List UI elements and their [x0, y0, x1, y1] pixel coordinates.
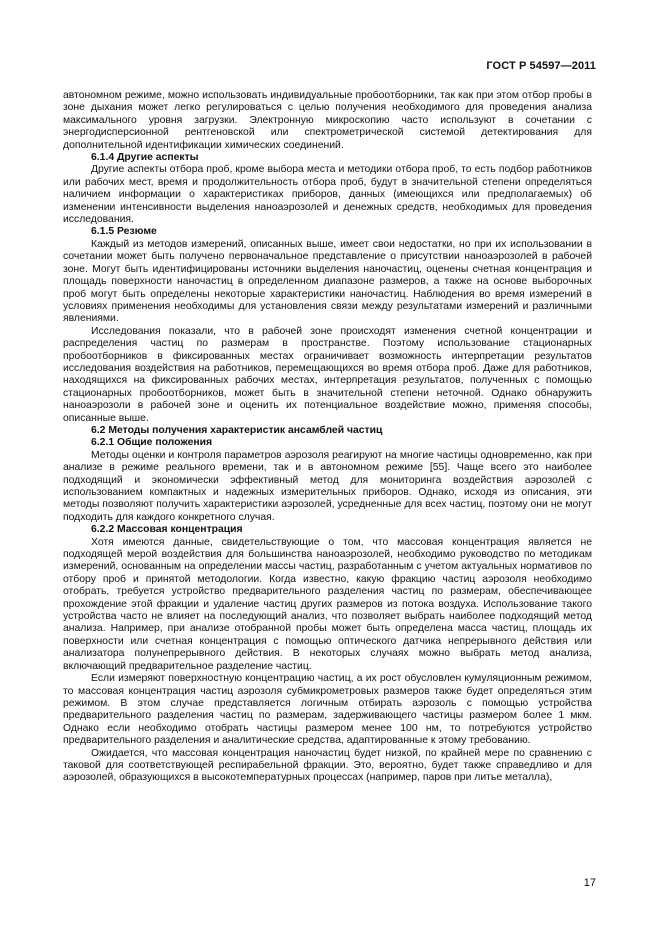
paragraph-summary-2: Исследования показали, что в рабочей зоне происходят изменения счетной концентрации и распределения частиц по размерам в пространстве. Поэтому использование стационарных пробоотборников в фиксированных местах ограничивает возможность интерпретации результатов исследования воздействия на работников, перемещающихся во время отбора проб. Даже для работников, находящихся на фиксированных рабочих местах, интерпретация результатов, полученных с помощью стационарных пробоотборников, может быть в значительной степени неточной. Однако обнаружить наноаэрозоли в рабочей зоне и оценить их потенциальное воздействие можно, применяя способы, описанные выше.	[63, 325, 592, 424]
paragraph-mass-concentration-3: Ожидается, что массовая концентрация наночастиц будет низкой, по крайней мере по сравнению с таковой для соответствующей респирабельной фракции. Это, вероятно, будет также справедливо и для аэрозолей, образующихся в высокотемпературных процессах (например, паров при литье металла),	[63, 747, 592, 784]
document-body	[63, 90, 592, 785]
paragraph-general: Методы оценки и контроля параметров аэрозоля реагируют на многие частицы одновременно, как при анализе в режиме реального времени, так и в автономном режиме [55]. Чаще всего это наиболее подходящий и экономически эффективный метод для мониторинга воздействия аэрозолей с использованием компактных и надежных измерительных приборов. Однако, исходя из описания, эти методы позволяют получить характеристики аэрозолей, усредненные для всех частиц, поэтому они не могут подходить для каждого конкретного случая.	[63, 449, 592, 523]
section-heading-6-2-1: 6.2.1 Общие положения	[91, 437, 213, 449]
paragraph-summary-1: Каждый из методов измерений, описанных выше, имеет свои недостатки, но при их использовании в сочетании может быть получено первоначальное представление о присутствии наноаэрозолей в рабочей зоне. Могут быть идентифицированы источники выделения наночастиц, оценены счетная концентрация и площадь поверхности наночастиц в определенном диапазоне размеров, а также на основе выборочных проб могут быть определены некоторые характеристики наночастиц. Наблюдения во время измерений в условиях применения необходимы для установления связи между результатами измерений и различными явлениями.	[63, 238, 592, 325]
paragraph-other-aspects: Другие аспекты отбора проб, кроме выбора места и методики отбора проб, то есть подбор работников или рабочих мест, время и продолжительность отбора проб, будут в значительной степени определяться наличием информации о характеристиках приборов, данных (имеющихся или предполагаемых) об изменении интенсивности выделения наноаэрозолей и денежных средств, необходимых для проведения исследования.	[63, 164, 592, 226]
paragraph-continuation: автономном режиме, можно использовать индивидуальные пробоотборники, так как при этом отбор пробы в зоне дыхания может легко регулироваться с целью получения необходимого для проведения анализа максимального уровня загрузки. Электронную микроскопию часто используют в сочетании с энергодисперсионной рентгеновской или спектрометрической системой детектирования для дополнительной идентификации химических соединений.	[63, 90, 592, 151]
section-heading-6-2-2: 6.2.2 Массовая концентрация	[91, 524, 243, 536]
section-heading-6-2: 6.2 Методы получения характеристик ансамблей частиц	[91, 424, 383, 436]
section-heading-6-1-4: 6.1.4 Другие аспекты	[91, 152, 199, 164]
document-id-header: ГОСТ Р 54597—2011	[486, 60, 596, 72]
section-heading-6-1-5: 6.1.5 Резюме	[91, 226, 157, 238]
paragraph-mass-concentration-1: Хотя имеются данные, свидетельствующие о том, что массовая концентрация является не подходящей мерой воздействия для большинства наноаэрозолей, необходимо руководство по методикам измерений, основанным на определении массы частиц, разработанным с учетом актуальных нормативов по отбору проб и принятой методологии. Когда известно, какую фракцию частиц аэрозоля необходимо отобрать, требуется устройство предварительного разделения частиц по размерам, обеспечивающее прохождение этой фракции и удаление частиц других размеров из потока воздуха. Использование такого устройства часто не влияет на последующий анализ, что позволяет выбрать наиболее подходящий метод анализа. Например, при анализе отобранной пробы может быть определена масса частиц, площадь их поверхности или счетная концентрация с помощью оптического датчика непрерывного действия или анализатора полунепрерывного действия. В некоторых случаях можно выбрать метод анализа, включающий предварительное разделение частиц.	[63, 536, 592, 672]
page-number: 17	[583, 877, 596, 889]
paragraph-mass-concentration-2: Если измеряют поверхностную концентрацию частиц, а их рост обусловлен кумуляционным режимом, то массовая концентрация частиц аэрозоля субмикрометровых размеров также будет определяться этим режимом. В этом случае представляется логичным отбирать аэрозоль с помощью устройства предварительного разделения частиц по размерам, задерживающего частицы размером более 1 мкм. Однако если необходимо отобрать частицы размером менее 100 нм, то потребуются устройство предварительного разделения и аналитические средства, адаптированные к этому требованию.	[63, 673, 592, 747]
